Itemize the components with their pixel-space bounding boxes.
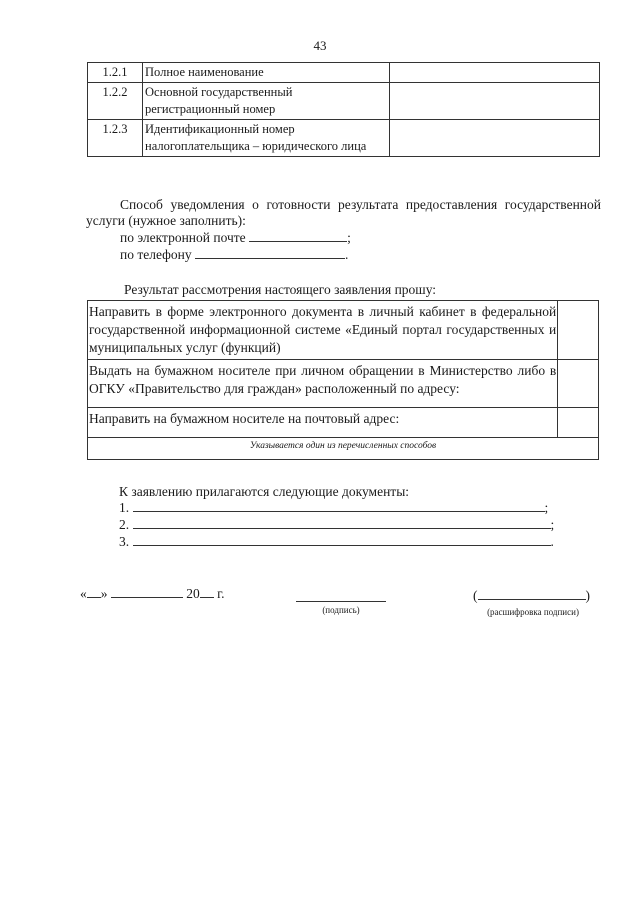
date-line: [80, 586, 225, 602]
signature-decode-line: [473, 588, 590, 604]
email-label: по электронной почте: [120, 230, 246, 245]
signature-decode-field[interactable]: [478, 588, 586, 600]
attachment-number: 2.: [119, 517, 130, 532]
phone-end: .: [344, 247, 349, 262]
email-field[interactable]: [249, 230, 347, 242]
result-option-checkbox[interactable]: [558, 301, 599, 360]
row-number: 1.2.3: [88, 120, 143, 157]
table-row: [88, 408, 599, 438]
date-close-quote: »: [100, 586, 108, 601]
phone-field[interactable]: [195, 247, 345, 259]
paren-close: ): [585, 588, 590, 603]
year-prefix: 20: [186, 586, 200, 601]
applicant-table: [87, 62, 600, 157]
row-value-field[interactable]: [390, 120, 600, 157]
phone-line: [120, 247, 348, 263]
result-option-post: Направить на бумажном носителе на почтовый адрес:: [88, 408, 558, 438]
row-value-field[interactable]: [390, 83, 600, 120]
row-value-field[interactable]: [390, 63, 600, 83]
attachment-number: 3.: [119, 534, 130, 549]
month-field[interactable]: [111, 586, 183, 598]
table-row: [88, 63, 600, 83]
result-option-in-person: Выдать на бумажном носителе при личном обращении в Министерство либо в ОГКУ «Правительство для граждан» расположенный по адресу:: [88, 360, 558, 408]
notification-method-text: Способ уведомления о готовности результата предоставления государственной услуги (нужное заполнить):: [86, 197, 601, 228]
result-option-electronic: Направить в форме электронного документа в личный кабинет в федеральной государственной информационной системе «Единый портал государственных и муниципальных услуг (функций): [88, 301, 558, 360]
row-label: Основной государственный регистрационный номер: [143, 83, 390, 120]
table-row: [88, 301, 599, 360]
attachment-line: [119, 500, 548, 516]
row-label: Полное наименование: [143, 63, 390, 83]
attachment-end: ;: [544, 500, 549, 515]
signature-field[interactable]: [296, 601, 386, 602]
attachment-line: [119, 534, 554, 550]
attachments-title: К заявлению прилагаются следующие документы:: [119, 484, 410, 499]
day-field[interactable]: [87, 586, 101, 598]
attachment-end: ;: [550, 517, 555, 532]
row-label: Идентификационный номер налогоплательщика – юридического лица: [143, 120, 390, 157]
attachment-field[interactable]: [133, 500, 545, 512]
result-hint: Указывается один из перечисленных способов: [88, 438, 599, 460]
result-option-checkbox[interactable]: [558, 408, 599, 438]
email-end: ;: [347, 230, 351, 245]
row-number: 1.2.1: [88, 63, 143, 83]
date-open-quote: «: [80, 586, 87, 601]
attachment-end: .: [550, 534, 554, 549]
result-options-table: [87, 300, 599, 460]
phone-label: по телефону: [120, 247, 192, 262]
signature-caption: (подпись): [322, 605, 360, 615]
attachment-number: 1.: [119, 500, 130, 515]
table-row: [88, 360, 599, 408]
page-number: 43: [313, 38, 327, 53]
attachment-line: [119, 517, 554, 533]
result-option-checkbox[interactable]: [558, 360, 599, 408]
result-title: Результат рассмотрения настоящего заявления прошу:: [124, 282, 437, 297]
table-row: [88, 120, 600, 157]
paren-open: (: [473, 588, 478, 603]
attachment-field[interactable]: [133, 517, 551, 529]
year-suffix: г.: [217, 586, 225, 601]
row-number: 1.2.2: [88, 83, 143, 120]
attachment-field[interactable]: [133, 534, 551, 546]
email-line: [120, 230, 351, 246]
table-row: [88, 83, 600, 120]
signature-decode-caption: (расшифровка подписи): [487, 607, 579, 617]
table-row: [88, 438, 599, 460]
year-field[interactable]: [200, 586, 214, 598]
